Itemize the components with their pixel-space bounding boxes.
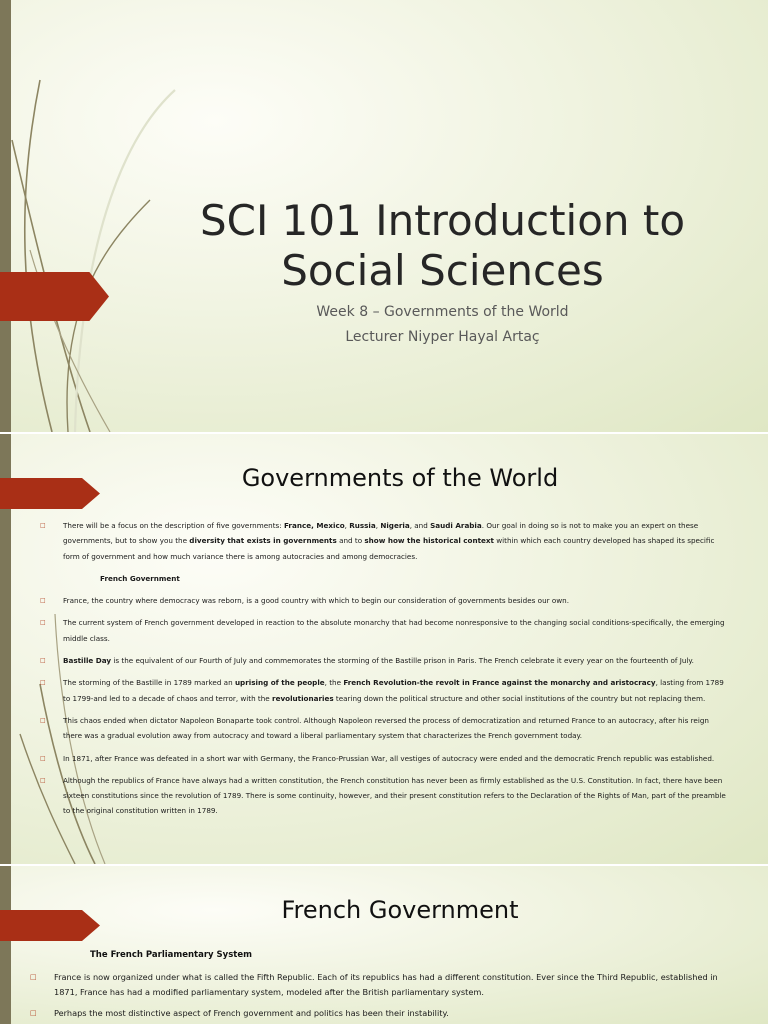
- section-heading: French Government: [100, 573, 180, 583]
- accent-tab: [0, 910, 100, 941]
- slide-title: Governments of the World: [241, 464, 559, 492]
- slide-subtitle-lecturer: Lecturer Niyper Hayal Artaç: [345, 329, 540, 345]
- title-slide: [0, 0, 768, 432]
- bullet-item: □ The storming of the Bastille in 1789 marked an uprising of the people, the French Revolution-the revolt in France against the monarchy and aristocracy, lasting from 1789 to 1799-and led to a decade of chaos and terror, with the revolutionaries tearing down the political structure and other social institutions of the country but not replacing them.: [40, 675, 728, 706]
- bullet-item: □ This chaos ended when dictator Napoleon Bonaparte took control. Although Napoleon reversed the process of democratization and returned France to an autocracy, after his reign there was a gradual evolution away from autocracy and toward a liberal parliamentary system that characterizes the French government today.: [40, 713, 728, 744]
- section-heading: The French Parliamentary System: [90, 950, 252, 960]
- bullet-list: [40, 518, 728, 826]
- bullet-marker-icon: □: [30, 973, 37, 981]
- bullet-item: □ France, the country where democracy was reborn, is a good country with which to begin our consideration of governments besides our own.: [40, 593, 728, 608]
- slide-title: French Government: [281, 896, 519, 924]
- accent-tab: [0, 478, 100, 509]
- bullet-item: □ The current system of French government developed in reaction to the absolute monarchy that had become nonresponsive to the changing social conditions-specifically, the emerging middle class.: [40, 615, 728, 646]
- slide-subtitle-week: Week 8 – Governments of the World: [316, 304, 569, 320]
- bullet-list: [30, 970, 740, 1024]
- bullet-item: □ There will be a focus on the description of five governments: France, Mexico, Russia, Nigeria, and Saudi Arabia. Our goal in doing so is not to make you an expert on these governments, but to show you the diversity that exists in governments and to show how the historical context within which each country developed has shaped its specific form of government and how much variance there is among autocracies and among democracies.: [40, 518, 728, 564]
- bullet-marker-icon: □: [40, 619, 46, 627]
- bullet-item: □ France is now organized under what is called the Fifth Republic. Each of its republics has had a different constitution. Ever since the Third Republic, established in 1871, France has had a modified parliamentary system, modeled after the British parliamentary system.: [30, 972, 718, 997]
- content-slide-french-government: [0, 866, 768, 1024]
- accent-tab: [0, 272, 109, 321]
- left-accent-bar: [0, 866, 11, 1024]
- left-accent-bar: [0, 0, 11, 432]
- bullet-item: □ Bastille Day is the equivalent of our Fourth of July and commemorates the storming of the Bastille prison in Paris. The French celebrate it every year on the fourteenth of July.: [40, 653, 728, 668]
- bullet-marker-icon: □: [40, 679, 46, 687]
- bullet-marker-icon: □: [40, 716, 46, 724]
- bullet-marker-icon: □: [40, 522, 46, 529]
- content-slide-governments: [0, 434, 768, 864]
- bullet-marker-icon: □: [40, 657, 46, 665]
- bullet-item: □ Although the republics of France have always had a written constitution, the French constitution has never been as firmly established as the U.S. Constitution. In fact, there have been sixteen constitutions since the revolution of 1789. There is some continuity, however, and their present constitution refers to the Declaration of the Rights of Man, part of the preamble to the original constitution written in 1789.: [40, 773, 728, 819]
- bullet-marker-icon: □: [40, 776, 46, 784]
- bullet-item: □ Perhaps the most distinctive aspect of French government and politics has been their instability.: [30, 1006, 740, 1021]
- bullet-item: □ In 1871, after France was defeated in a short war with Germany, the Franco-Prussian War, all vestiges of autocracy were ended and the democratic French republic was established.: [40, 751, 728, 766]
- bullet-marker-icon: □: [40, 597, 46, 605]
- slide-title: SCI 101 Introduction to Social Sciences: [199, 196, 686, 295]
- bullet-marker-icon: □: [30, 1009, 37, 1017]
- bullet-marker-icon: □: [40, 754, 46, 762]
